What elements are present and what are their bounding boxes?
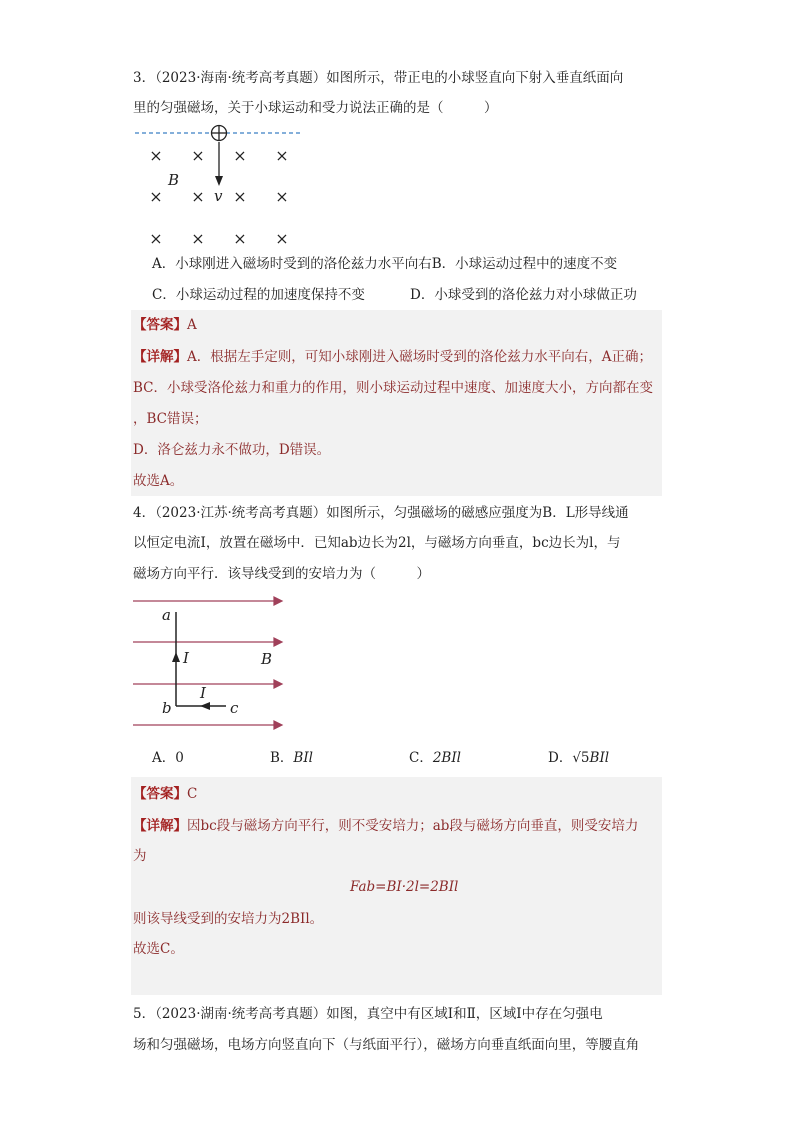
q3-detail-2: BC．小球受洛伦兹力和重力的作用，则小球运动过程中速度、加速度大小，方向都在变 [133, 380, 653, 396]
q4-formula: Fab=BI·2l=2BIl [350, 879, 459, 895]
svg-text:×: × [275, 146, 289, 165]
q3-option-d: D．小球受到的洛伦兹力对小球做正功 [410, 287, 637, 303]
q3-detail-1: 【详解】A．根据左手定则，可知小球刚进入磁场时受到的洛伦兹力水平向右，A正确； [133, 349, 652, 365]
q3-detail-5: 故选A。 [133, 473, 184, 489]
q4-stem-line2: 以恒定电流I，放置在磁场中．已知ab边长为2l，与磁场方向垂直，bc边长为l，与 [133, 535, 621, 551]
svg-text:×: × [275, 229, 289, 248]
svg-text:×: × [233, 146, 247, 165]
label-a: a [162, 606, 171, 624]
answer-tag: 【答案】 [133, 317, 187, 333]
label-current-1: I [183, 649, 189, 667]
q4-option-c: C．2BIl [409, 750, 462, 766]
q4-option-a: A．0 [152, 750, 184, 766]
q4-figure [130, 590, 290, 740]
svg-text:×: × [233, 229, 247, 248]
q4-detail-2: 为 [133, 848, 147, 864]
q3-options-line1: A．小球刚进入磁场时受到的洛伦兹力水平向右B．小球运动过程中的速度不变 [152, 256, 618, 272]
answer-value: A [187, 317, 197, 333]
q3-answer [133, 315, 197, 335]
velocity-label-v: v [214, 187, 223, 205]
q5-stem-line1: 5．（2023·湖南·统考高考真题）如图，真空中有区域Ⅰ和Ⅱ，区域Ⅰ中存在匀强电 [133, 1006, 603, 1022]
q4-detail-1: 【详解】因bc段与磁场方向平行，则不受安培力；ab段与磁场方向垂直，则受安培力 [133, 818, 639, 834]
q4-option-b: B．BIl [270, 750, 313, 766]
label-field-b: B [261, 650, 273, 668]
q5-stem-line2: 场和匀强磁场，电场方向竖直向下（与纸面平行），磁场方向垂直纸面向里，等腰直角 [133, 1037, 640, 1053]
q4-option-d: D．√5BIl [548, 750, 610, 766]
field-lines [133, 597, 282, 729]
q3-detail-4: D．洛仑兹力永不做功，D错误。 [133, 442, 331, 458]
q3-figure [130, 120, 330, 250]
q3-detail-3: ，BC错误； [133, 411, 208, 427]
q3-answer-box [131, 310, 662, 496]
current-arrow-up [172, 652, 180, 662]
label-b: b [162, 699, 172, 717]
q4-answer: 【答案】C [133, 786, 198, 802]
label-current-2: I [200, 684, 206, 702]
svg-text:×: × [149, 229, 163, 248]
q4-stem-line1: 4．（2023·江苏·统考高考真题）如图所示，匀强磁场的磁感应强度为B．L形导线通 [133, 505, 629, 521]
field-label-b: B [168, 171, 180, 189]
svg-text:×: × [191, 146, 205, 165]
current-arrow-left [200, 702, 210, 710]
q3-stem-line2: 里的匀强磁场，关于小球运动和受力说法正确的是（ ） [133, 100, 498, 116]
q3-stem-line1: 3．（2023·海南·统考高考真题）如图所示，带正电的小球竖直向下射入垂直纸面向 [133, 70, 624, 86]
q4-detail-3: 则该导线受到的安培力为2BIl。 [133, 911, 324, 927]
svg-text:×: × [149, 187, 163, 206]
svg-text:×: × [233, 187, 247, 206]
svg-text:×: × [275, 187, 289, 206]
detail-tag: 【详解】 [133, 349, 187, 365]
label-c: c [230, 699, 239, 717]
svg-text:×: × [191, 229, 205, 248]
q3-option-c: C．小球运动过程的加速度保持不变 [152, 287, 365, 303]
svg-text:×: × [149, 146, 163, 165]
q4-detail-4: 故选C。 [133, 941, 184, 957]
svg-text:×: × [191, 187, 205, 206]
q4-stem-line3: 磁场方向平行．该导线受到的安培力为（ ） [133, 566, 430, 582]
